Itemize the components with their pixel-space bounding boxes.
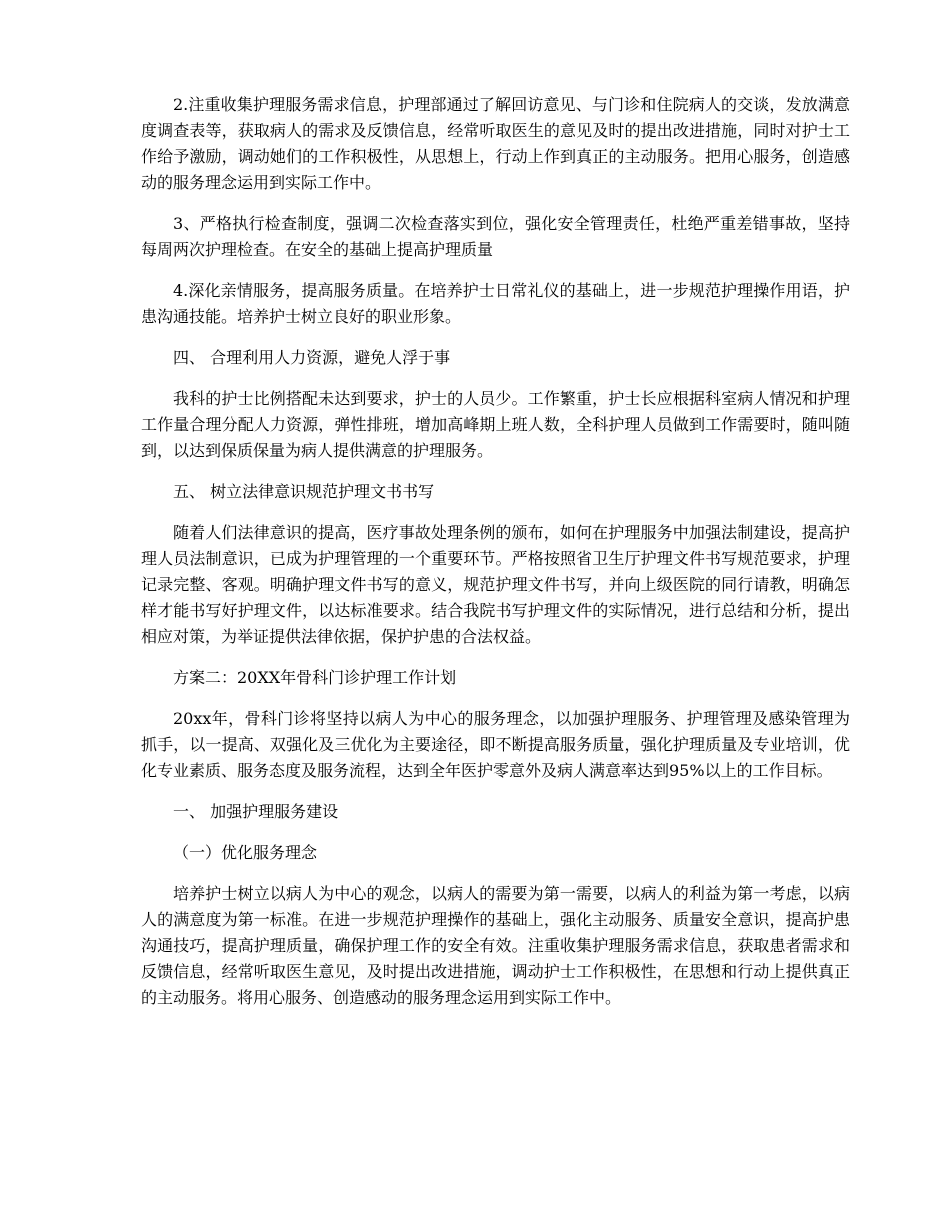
paragraph-legal-awareness: 随着人们法律意识的提高，医疗事故处理条例的颁布，如何在护理服务中加强法制建设，提高护理人员法制意识，已成为护理管理的一个重要环节。严格按照省卫生厅护理文件书写规范要求，护理记录完整、客观。明确护理文件书写的意义，规范护理文件书写，并向上级医院的同行请教，明确怎样才能书写好护理文件，以达标准要求。结合我院书写护理文件的实际情况，进行总结和分析，提出相应对策，为举证提供法律依据，保护护患的合法权益。 — [141, 523, 850, 646]
paragraph-human-resources: 我科的护士比例搭配未达到要求，护士的人员少。工作繁重，护士长应根据科室病人情况和护理工作量合理分配人力资源，弹性排班，增加高峰期上班人数，全科护理人员做到工作需要时，随叫随到，以达到保质保量为病人提供满意的护理服务。 — [141, 389, 850, 460]
heading-plan-two: 方案二：20XX年骨科门诊护理工作计划 — [173, 668, 457, 687]
heading-section-five: 五、 树立法律意识规范护理文书书写 — [173, 482, 435, 501]
heading-section-four: 四、 合理利用人力资源，避免人浮于事 — [173, 348, 451, 367]
paragraph-plan-two-overview: 20xx年，骨科门诊将坚持以病人为中心的服务理念，以加强护理服务、护理管理及感染管理为抓手，以一提高、双强化及三优化为主要途径，即不断提高服务质量，强化护理质量及专业培训，优化专业素质、服务态度及服务流程，达到全年医护零意外及病人满意率达到95%以上的工作目标。 — [141, 709, 850, 780]
paragraph-collect-service-demand: 2.注重收集护理服务需求信息，护理部通过了解回访意见、与门诊和住院病人的交谈，发放满意度调查表等，获取病人的需求及反馈信息，经常听取医生的意见及时的提出改进措施，同时对护士工作给予激励，调动她们的工作积极性，从思想上，行动上作到真正的主动服务。把用心服务，创造感动的服务理念运用到实际工作中。 — [141, 95, 850, 192]
paragraph-inspection-system: 3、严格执行检查制度，强调二次检查落实到位，强化安全管理责任，杜绝严重差错事故，坚持每周两次护理检查。在安全的基础上提高护理质量 — [141, 214, 850, 259]
paragraph-patient-centered: 培养护士树立以病人为中心的观念，以病人的需要为第一需要，以病人的利益为第一考虑，以病人的满意度为第一标准。在进一步规范护理操作的基础上，强化主动服务、质量安全意识，提高护患沟通技巧，提高护理质量，确保护理工作的安全有效。注重收集护理服务需求信息，获取患者需求和反馈信息，经常听取医生意见，及时提出改进措施，调动护士工作积极性，在思想和行动上提供真正的主动服务。将用心服务、创造感动的服务理念运用到实际工作中。 — [141, 884, 850, 1007]
paragraph-deepen-care-service: 4.深化亲情服务，提高服务质量。在培养护士日常礼仪的基础上，进一步规范护理操作用语，护患沟通技能。培养护士树立良好的职业形象。 — [141, 281, 850, 326]
heading-strengthen-nursing-service: 一、 加强护理服务建设 — [173, 802, 339, 821]
heading-optimize-service-concept: （一）优化服务理念 — [173, 843, 318, 862]
